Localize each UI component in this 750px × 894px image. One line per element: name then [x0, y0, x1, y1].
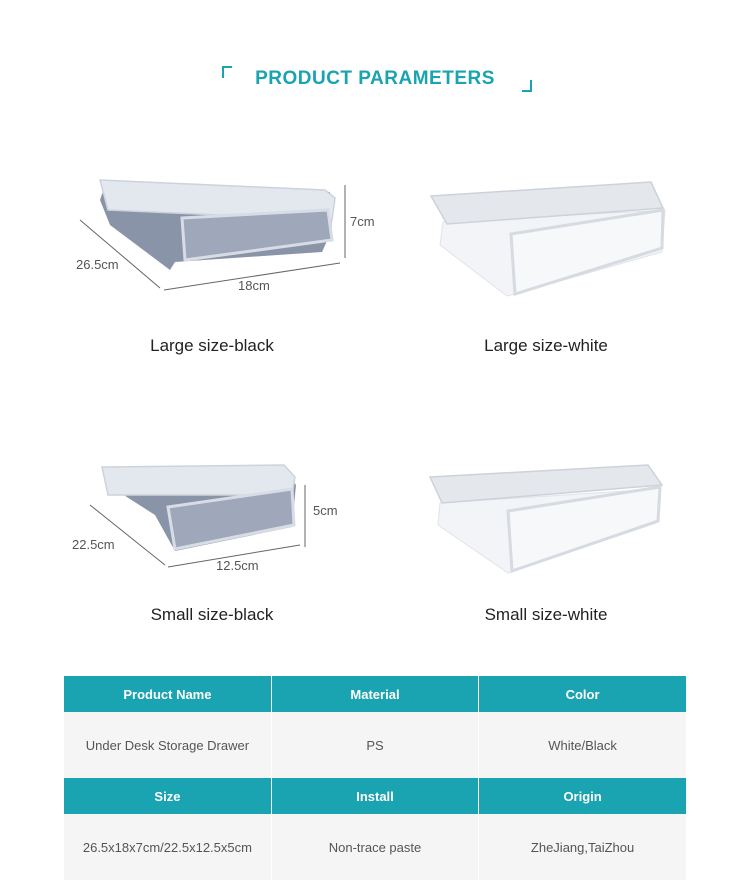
corner-bracket-right — [522, 80, 532, 92]
header-color: Color — [479, 676, 686, 712]
depth-label-small: 22.5cm — [72, 537, 115, 552]
height-label-small: 5cm — [313, 503, 338, 518]
spec-table — [64, 676, 686, 880]
value-size: 26.5x18x7cm/22.5x12.5x5cm — [64, 814, 271, 880]
value-product-name: Under Desk Storage Drawer — [64, 712, 271, 778]
section-header — [0, 62, 750, 102]
header-product-name: Product Name — [64, 676, 271, 712]
height-label: 7cm — [350, 214, 375, 229]
table-row — [64, 712, 686, 778]
product-image-small-white — [420, 455, 720, 595]
width-label: 18cm — [238, 278, 270, 293]
header-material: Material — [271, 676, 478, 712]
width-label-small: 12.5cm — [216, 558, 259, 573]
caption-large-black: Large size-black — [150, 336, 274, 355]
value-color: White/Black — [479, 712, 686, 778]
product-image-large-black — [60, 170, 360, 310]
section-title: PRODUCT PARAMETERS — [255, 68, 495, 89]
table-row — [64, 814, 686, 880]
product-image-small-black — [80, 455, 380, 595]
value-origin: ZheJiang,TaiZhou — [479, 814, 686, 880]
value-material: PS — [271, 712, 478, 778]
value-install: Non-trace paste — [271, 814, 478, 880]
table-header-row — [64, 778, 686, 814]
header-size: Size — [64, 778, 271, 814]
caption-small-white: Small size-white — [484, 605, 608, 624]
header-origin: Origin — [479, 778, 686, 814]
caption-large-white: Large size-white — [484, 336, 608, 355]
table-header-row — [64, 676, 686, 712]
caption-small-black: Small size-black — [150, 605, 274, 624]
header-install: Install — [271, 778, 478, 814]
product-image-large-white — [415, 170, 715, 310]
depth-label: 26.5cm — [76, 257, 119, 272]
